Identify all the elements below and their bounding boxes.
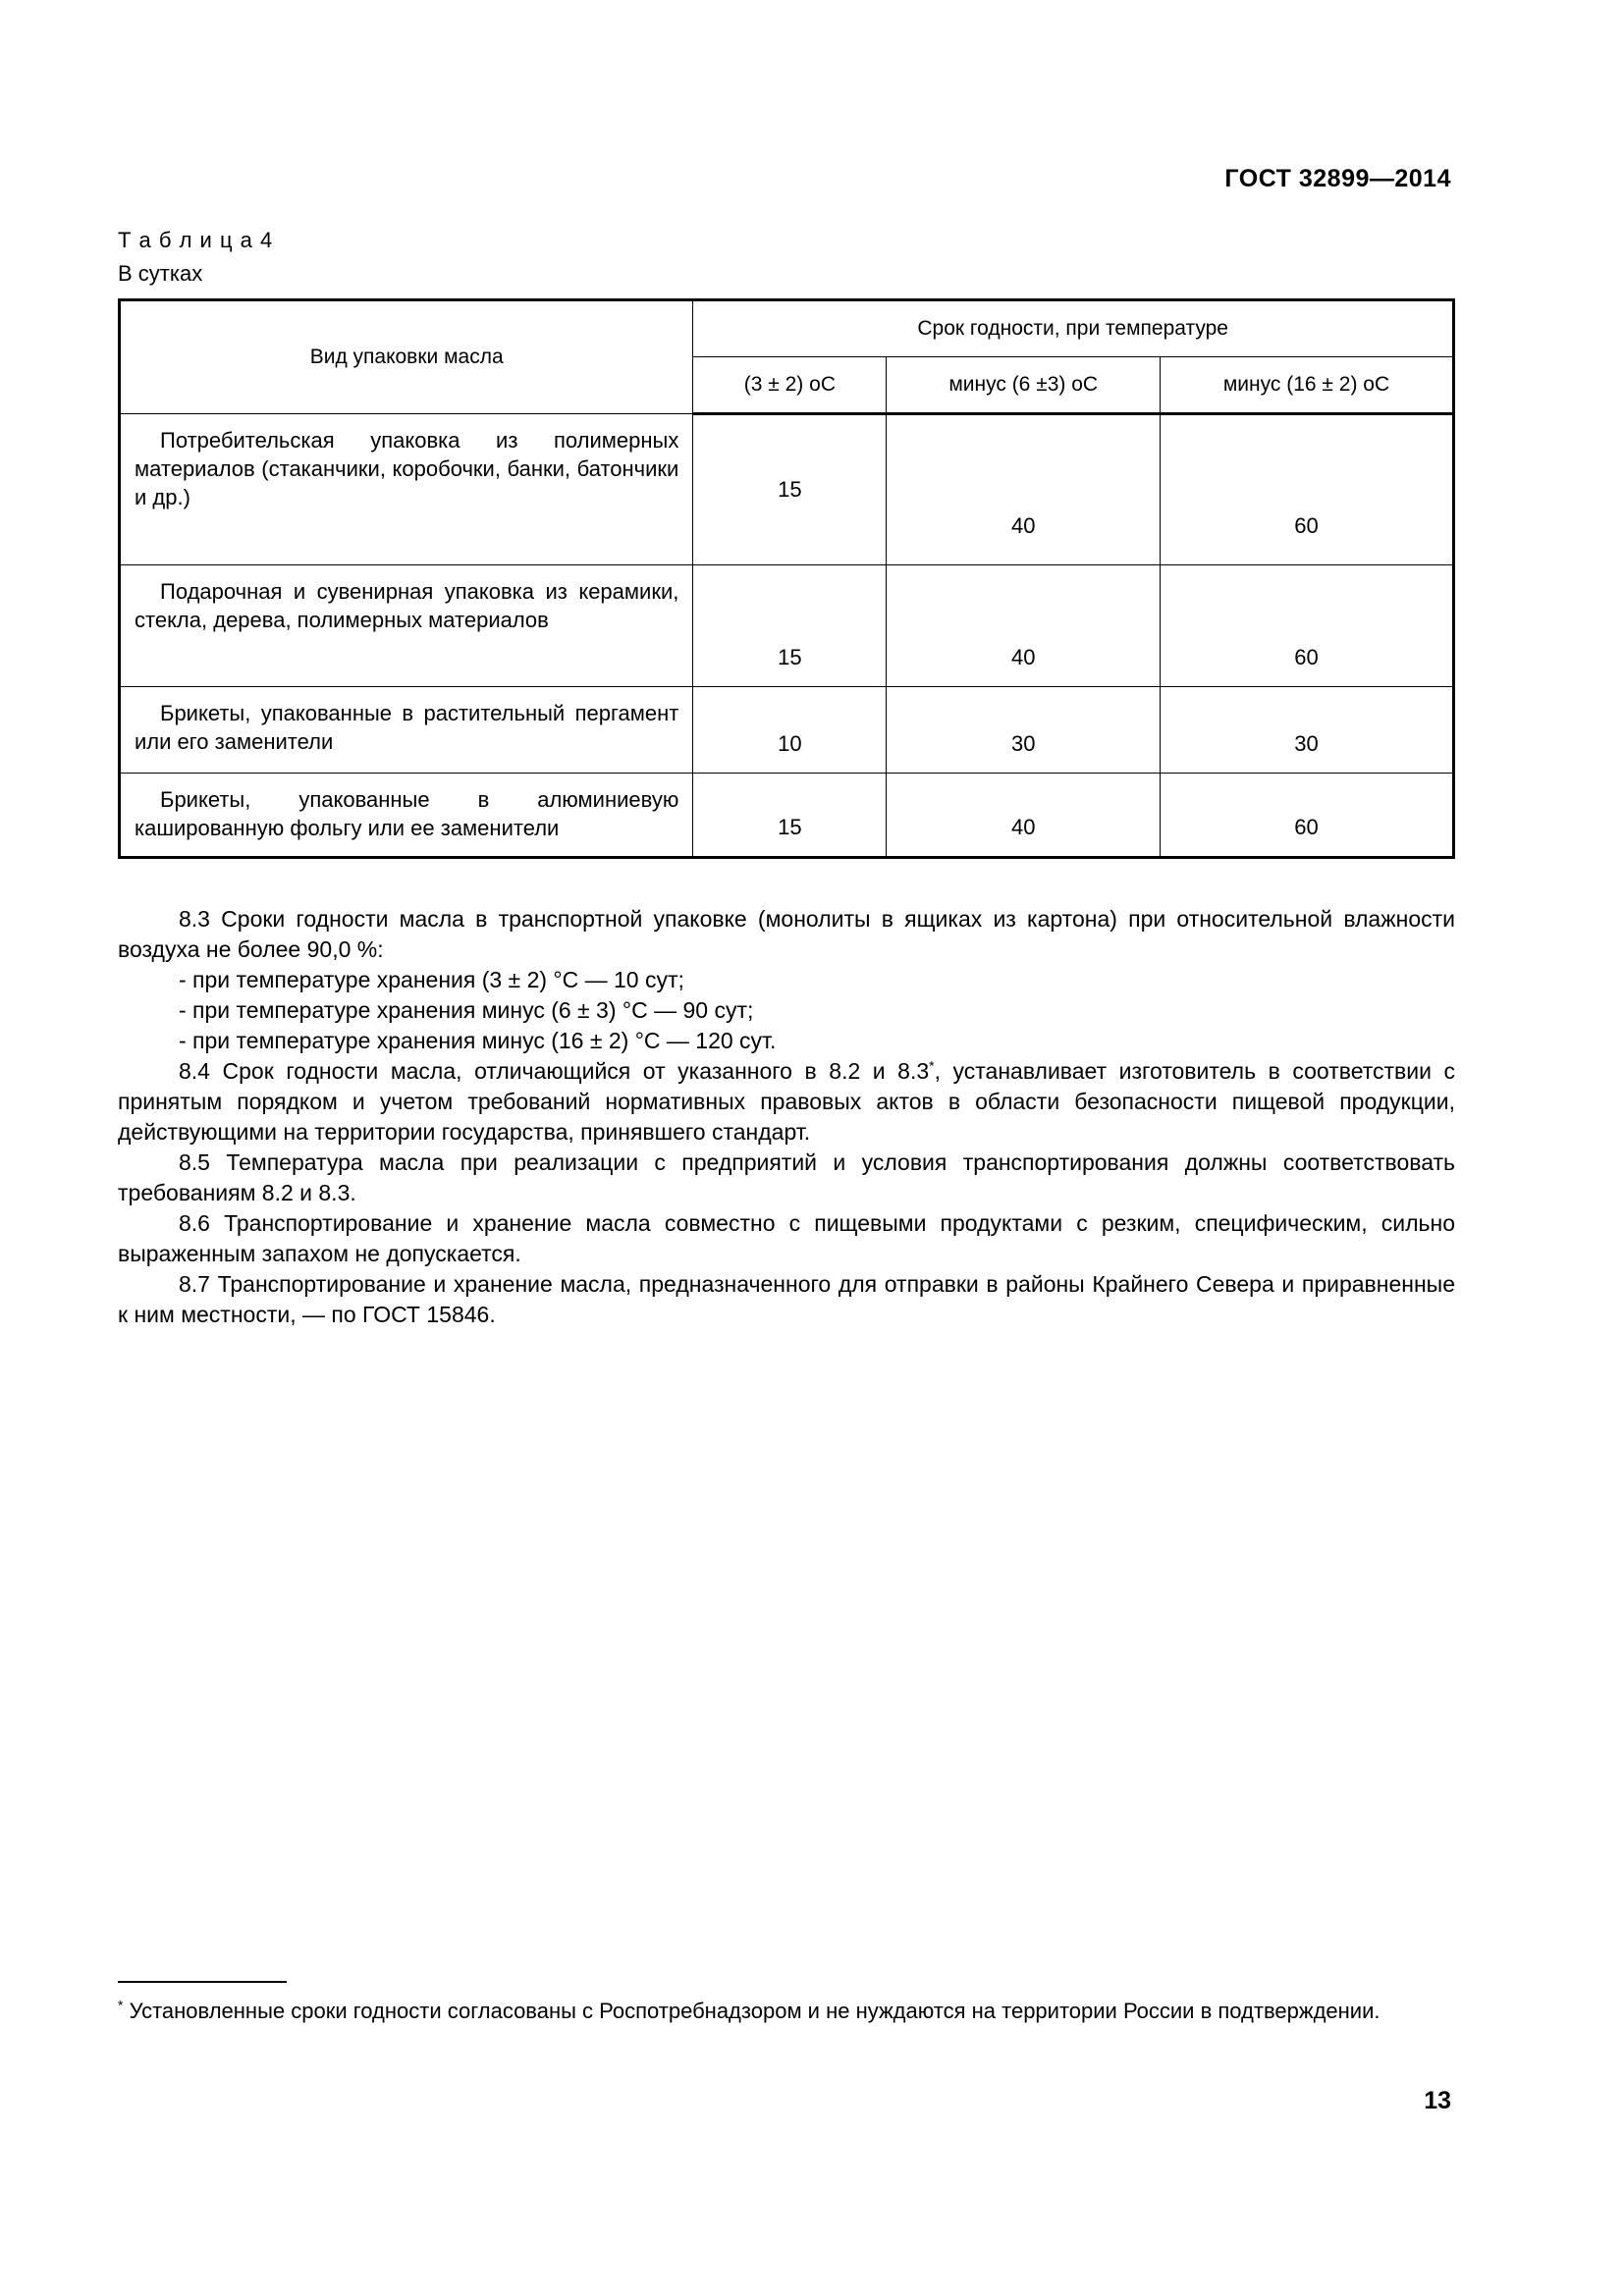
row-value: 40 [887, 774, 1161, 858]
row-value: 40 [887, 565, 1161, 687]
footnote-body: Установленные сроки годности согласованы с Роспотребнадзором и не нуждаются на территории России в подтверждении. [123, 1999, 1380, 2023]
row-value: 40 [887, 414, 1161, 565]
shelf-life-table [118, 298, 1455, 859]
row-name: Потребительская упаковка из полимерных материалов (стаканчики, коробочки, банки, батончики и др.) [135, 428, 679, 509]
row-value: 60 [1161, 414, 1454, 565]
paragraph-8-3: 8.3 Сроки годности масла в транспортной упаковке (монолиты в ящиках из картона) при относительной влажности воздуха не более 90,0 %: [118, 906, 1455, 962]
col-header-temp-2: минус (6 ±3) оС [887, 357, 1161, 414]
doc-number-header: ГОСТ 32899—2014 [1224, 165, 1451, 192]
paragraph-8-4-text: , устанавливает изготовитель в соответствии с принятым порядком и учетом требований нормативных правовых актов в области безопасности пищевой продукции, действующими на территории государства, принявшего стандарт. [118, 1058, 1455, 1145]
page-content [118, 228, 1455, 1330]
col-header-temp-3: минус (16 ± 2) оС [1161, 357, 1454, 414]
footnote-marker: * [929, 1057, 935, 1074]
footnote [118, 1981, 1455, 2026]
paragraph-8-4 [118, 1056, 1455, 1148]
paragraph-8-4-text: 8.4 Срок годности масла, отличающийся от указанного в 8.2 и 8.3 [179, 1058, 930, 1084]
table-row [120, 774, 1454, 858]
row-value: 10 [693, 687, 887, 774]
row-value: 30 [1161, 687, 1454, 774]
row-name: Брикеты, упакованные в растительный пергамент или его заменители [135, 701, 679, 754]
col-header-temp-1: (3 ± 2) оС [693, 357, 887, 414]
table-row [120, 565, 1454, 687]
footnote-text [118, 1997, 1455, 2026]
row-value: 15 [693, 565, 887, 687]
footnote-rule [118, 1981, 287, 1983]
table-row [120, 414, 1454, 565]
row-name: Брикеты, упакованные в алюминиевую кашированную фольгу или ее заменители [135, 787, 679, 840]
table-header-row-group [120, 300, 1454, 357]
table-row [120, 687, 1454, 774]
row-value: 15 [693, 414, 887, 565]
table-caption: Т а б л и ц а 4 [118, 228, 274, 252]
paragraph-8-5: 8.5 Температура масла при реализации с предприятий и условия транспортирования должны соответствовать требованиям 8.2 и 8.3. [118, 1149, 1455, 1205]
paragraph-8-6: 8.6 Транспортирование и хранение масла совместно с пищевыми продуктами с резким, специфическим, сильно выраженным запахом не допускается. [118, 1210, 1455, 1266]
body-text [118, 904, 1455, 1330]
paragraph-8-3-item: - при температуре хранения минус (6 ± 3) °С — 90 сут; [179, 997, 754, 1023]
paragraph-8-3-item: - при температуре хранения (3 ± 2) °С — 10 сут; [179, 967, 684, 992]
row-value: 30 [887, 687, 1161, 774]
paragraph-8-7: 8.7 Транспортирование и хранение масла, предназначенного для отправки в районы Крайнего Севера и приравненные к ним местности, — по ГОСТ 15846. [118, 1271, 1455, 1327]
table-unit-note: В сутках [118, 261, 203, 286]
footnote-marker: * [118, 1997, 124, 2013]
row-value: 15 [693, 774, 887, 858]
col-header-shelf-life-group: Срок годности, при температуре [693, 300, 1454, 357]
col-header-packaging: Вид упаковки масла [120, 300, 693, 414]
row-value: 60 [1161, 774, 1454, 858]
row-name: Подарочная и сувенирная упаковка из керамики, стекла, дерева, полимерных материалов [135, 579, 679, 632]
page-number: 13 [1424, 2087, 1451, 2114]
row-value: 60 [1161, 565, 1454, 687]
paragraph-8-3-item: - при температуре хранения минус (16 ± 2) °С — 120 сут. [179, 1028, 777, 1053]
